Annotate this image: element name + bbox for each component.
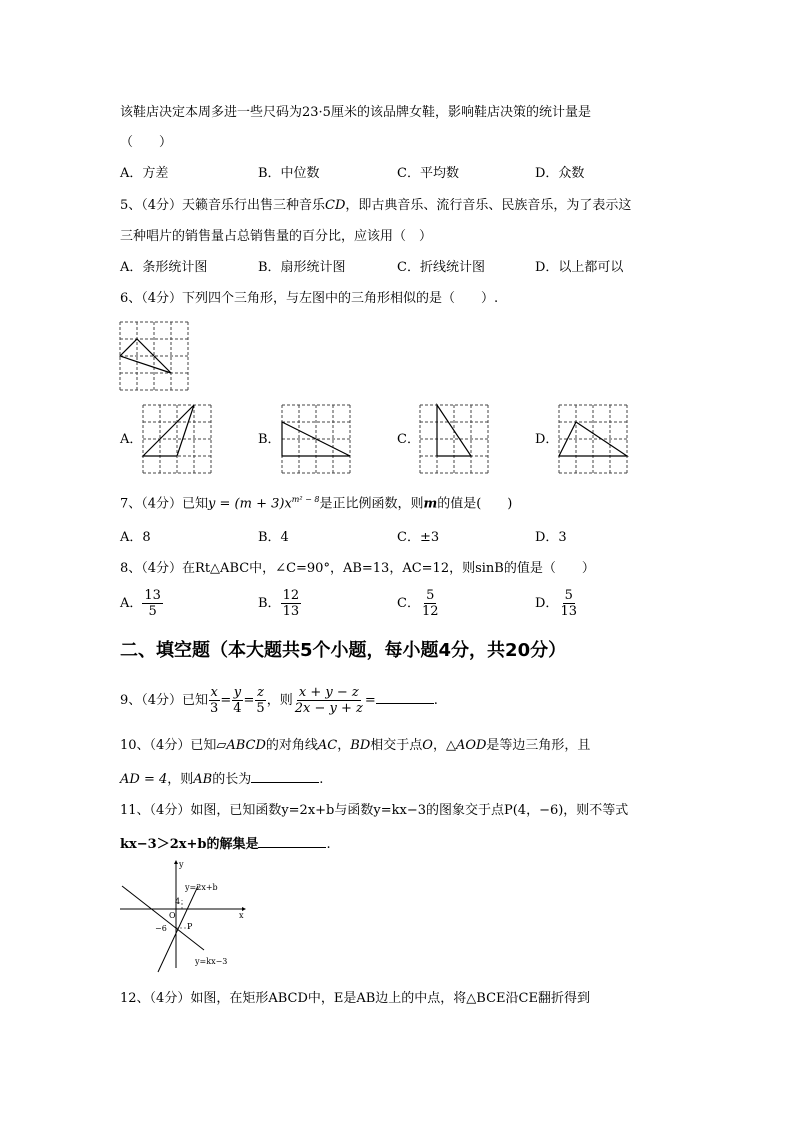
q11-end: .: [326, 837, 331, 852]
q10-t3: 相交于点: [370, 738, 423, 753]
line2-label: y=kx−3: [195, 957, 228, 966]
q10-t1: 的对角线: [265, 738, 318, 753]
q9-mid: ，则: [266, 693, 293, 708]
q8-d-num: 5: [564, 588, 573, 603]
q10-t6: ，则: [167, 772, 194, 787]
line1-label: y=2x+b: [185, 883, 218, 892]
q6-label-c: C．: [397, 432, 420, 447]
q8-d-den: 13: [560, 604, 577, 619]
q11-answer-blank[interactable]: [258, 833, 326, 848]
q7-pre: 7、（4分）已知: [120, 496, 209, 512]
q8-option-c: [397, 588, 441, 619]
q8-option-c-fraction: [420, 588, 441, 619]
q7-formula: y = (m + 3)x: [208, 496, 292, 512]
q10-end: .: [319, 772, 324, 787]
q10-o: O: [422, 738, 433, 753]
q9-f1-den: 3: [210, 701, 219, 716]
y-tick-label: 4: [175, 897, 181, 906]
origin-label: O: [169, 911, 176, 920]
q6-label-d: D．: [535, 432, 559, 447]
q7-option-a: A．8: [120, 530, 151, 545]
q8-text: 8、（4分）在Rt△ABC中，∠C=90°，AB=13，AC=12，则sinB的值是（ ）: [120, 561, 595, 576]
q6-option-a-figure: [143, 405, 213, 475]
q9-frac-z: [254, 685, 266, 716]
q5-option-b: B．扇形统计图: [258, 260, 346, 275]
q10-aod: AOD: [455, 738, 487, 753]
q5-option-c: C．折线统计图: [397, 260, 485, 275]
q10-ad: AD = 4: [120, 772, 168, 787]
q4-option-b: B．中位数: [258, 166, 320, 181]
q11-graph: [118, 860, 250, 972]
q6-option-c-figure: [420, 405, 490, 475]
q10-t7: 的长为: [212, 772, 252, 787]
q9-f1-num: x: [210, 685, 218, 700]
q10-t4: ，△: [432, 738, 456, 753]
q8-c-den: 12: [421, 604, 439, 619]
section-heading: 二、填空题（本大题共5个小题，每小题4分，共20分）: [120, 640, 567, 661]
q4-text: 该鞋店决定本周多进一些尺码为23·5厘米的该品牌女鞋，影响鞋店决策的统计量是: [120, 105, 591, 120]
q10-t5: 是等边三角形，且: [486, 738, 591, 753]
q8-c-num: 5: [426, 588, 435, 603]
q8-b-den: 13: [282, 604, 300, 619]
q9-f3-den: 5: [256, 701, 265, 716]
q8-option-a-fraction: [142, 588, 163, 619]
q9-eq: =: [364, 693, 376, 708]
q5-option-d: D．以上都可以: [535, 260, 624, 275]
q10-ac: AC: [317, 738, 338, 753]
q9-f4-num: x + y − z: [298, 685, 359, 700]
q11-line2: [120, 833, 331, 854]
x-axis-label: x: [239, 911, 244, 920]
q8-option-a: [120, 588, 163, 619]
q11-line2-pre: kx−3＞2x+b的解集是: [120, 837, 259, 852]
q9-f2-num: y: [233, 685, 242, 700]
q6-label-a: A．: [120, 432, 143, 447]
q9-f2-den: 4: [233, 701, 242, 716]
q6-reference-figure: [120, 322, 190, 392]
q11-line1: 11、（4分）如图，已知函数y=2x+b与函数y=kx−3的图象交于点P(4，−6)，则不等式: [120, 803, 629, 818]
q5-line1: [120, 197, 631, 215]
q8-a-den: 5: [148, 604, 157, 619]
q6-option-b-figure: [282, 405, 352, 475]
q10-pre: 10、（4分）已知: [120, 738, 217, 753]
q8-option-b: [258, 588, 301, 619]
q8-option-b-fraction: [281, 588, 302, 619]
line-kx-minus-3: [122, 886, 204, 950]
y-axis-label: y: [179, 860, 184, 869]
y-axis-arrow: [174, 860, 178, 864]
q10-ab: AB: [193, 772, 213, 787]
x-tick-label: −6: [155, 924, 167, 933]
q7-exponent: m² − 8: [291, 495, 320, 504]
q5-line1-post: ，即古典音乐、流行音乐、民族音乐，为了表示这: [345, 198, 632, 213]
q7-post-a: 是正比例函数，则: [319, 496, 424, 512]
q9-frac-y: [231, 685, 243, 716]
q4-option-c: C．平均数: [397, 166, 459, 181]
q8-option-b-label: B．: [258, 596, 281, 611]
q8-option-d-label: D．: [535, 596, 559, 611]
q10-t2: ，: [337, 738, 351, 753]
q7-option-c: C．±3: [397, 530, 440, 545]
q4-paren: （ ）: [120, 135, 173, 150]
q7-option-b: B．4: [258, 530, 289, 545]
q9-f4-den: 2x − y + z: [294, 701, 363, 716]
q10-bd: BD: [350, 738, 371, 753]
q8-a-num: 13: [144, 588, 161, 603]
q4-option-d: D．众数: [535, 166, 585, 181]
q9-frac-expr: [293, 685, 365, 716]
q7-var-m: m: [423, 496, 438, 512]
q7-text: [120, 491, 512, 513]
point-p-label: P: [187, 922, 193, 931]
q8-b-num: 12: [282, 588, 300, 603]
q9-answer-blank[interactable]: [376, 689, 434, 704]
q9-end: .: [433, 693, 438, 708]
q9-pre: 9、（4分）已知: [120, 693, 209, 708]
q8-option-a-label: A．: [120, 596, 143, 611]
q8-option-c-label: C．: [397, 596, 420, 611]
q10-line1: [120, 737, 590, 755]
q8-option-d-fraction: [558, 588, 579, 619]
q9-f3-num: z: [257, 685, 264, 700]
q5-line1-pre: 5、（4分）天籁音乐行出售三种音乐: [120, 198, 326, 213]
q4-option-a: A．方差: [120, 166, 169, 181]
q10-answer-blank[interactable]: [251, 768, 319, 783]
q9-frac-x: [208, 685, 220, 716]
q6-text: 6、（4分）下列四个三角形，与左图中的三角形相似的是（ ）.: [120, 291, 499, 306]
q5-option-a: A．条形统计图: [120, 260, 208, 275]
q5-cd: CD: [325, 198, 346, 213]
q7-option-d: D．3: [535, 530, 567, 545]
q6-label-b: B．: [258, 432, 281, 447]
q10-line2: [120, 768, 323, 789]
q10-parallelogram-symbol: ▱: [216, 738, 227, 753]
q6-option-d-figure: [559, 405, 629, 475]
q9-text: 9、（4分）已知 $\frac{x}{3}$ = $\frac{y}{4}$ = $\frac{z}{5}$ ，则 $\frac{x + y - z}{2x - y + z}$ = .: [120, 685, 438, 716]
q7-post-b: 的值是( ): [437, 496, 513, 512]
q5-line2: 三种唱片的销售量占总销售量的百分比，应该用（ ）: [120, 229, 433, 244]
q8-option-d: [535, 588, 579, 619]
q12-text: 12、（4分）如图，在矩形ABCD中，E是AB边上的中点，将△BCE沿CE翻折得到: [120, 991, 590, 1006]
q10-abcd: ABCD: [226, 738, 266, 753]
